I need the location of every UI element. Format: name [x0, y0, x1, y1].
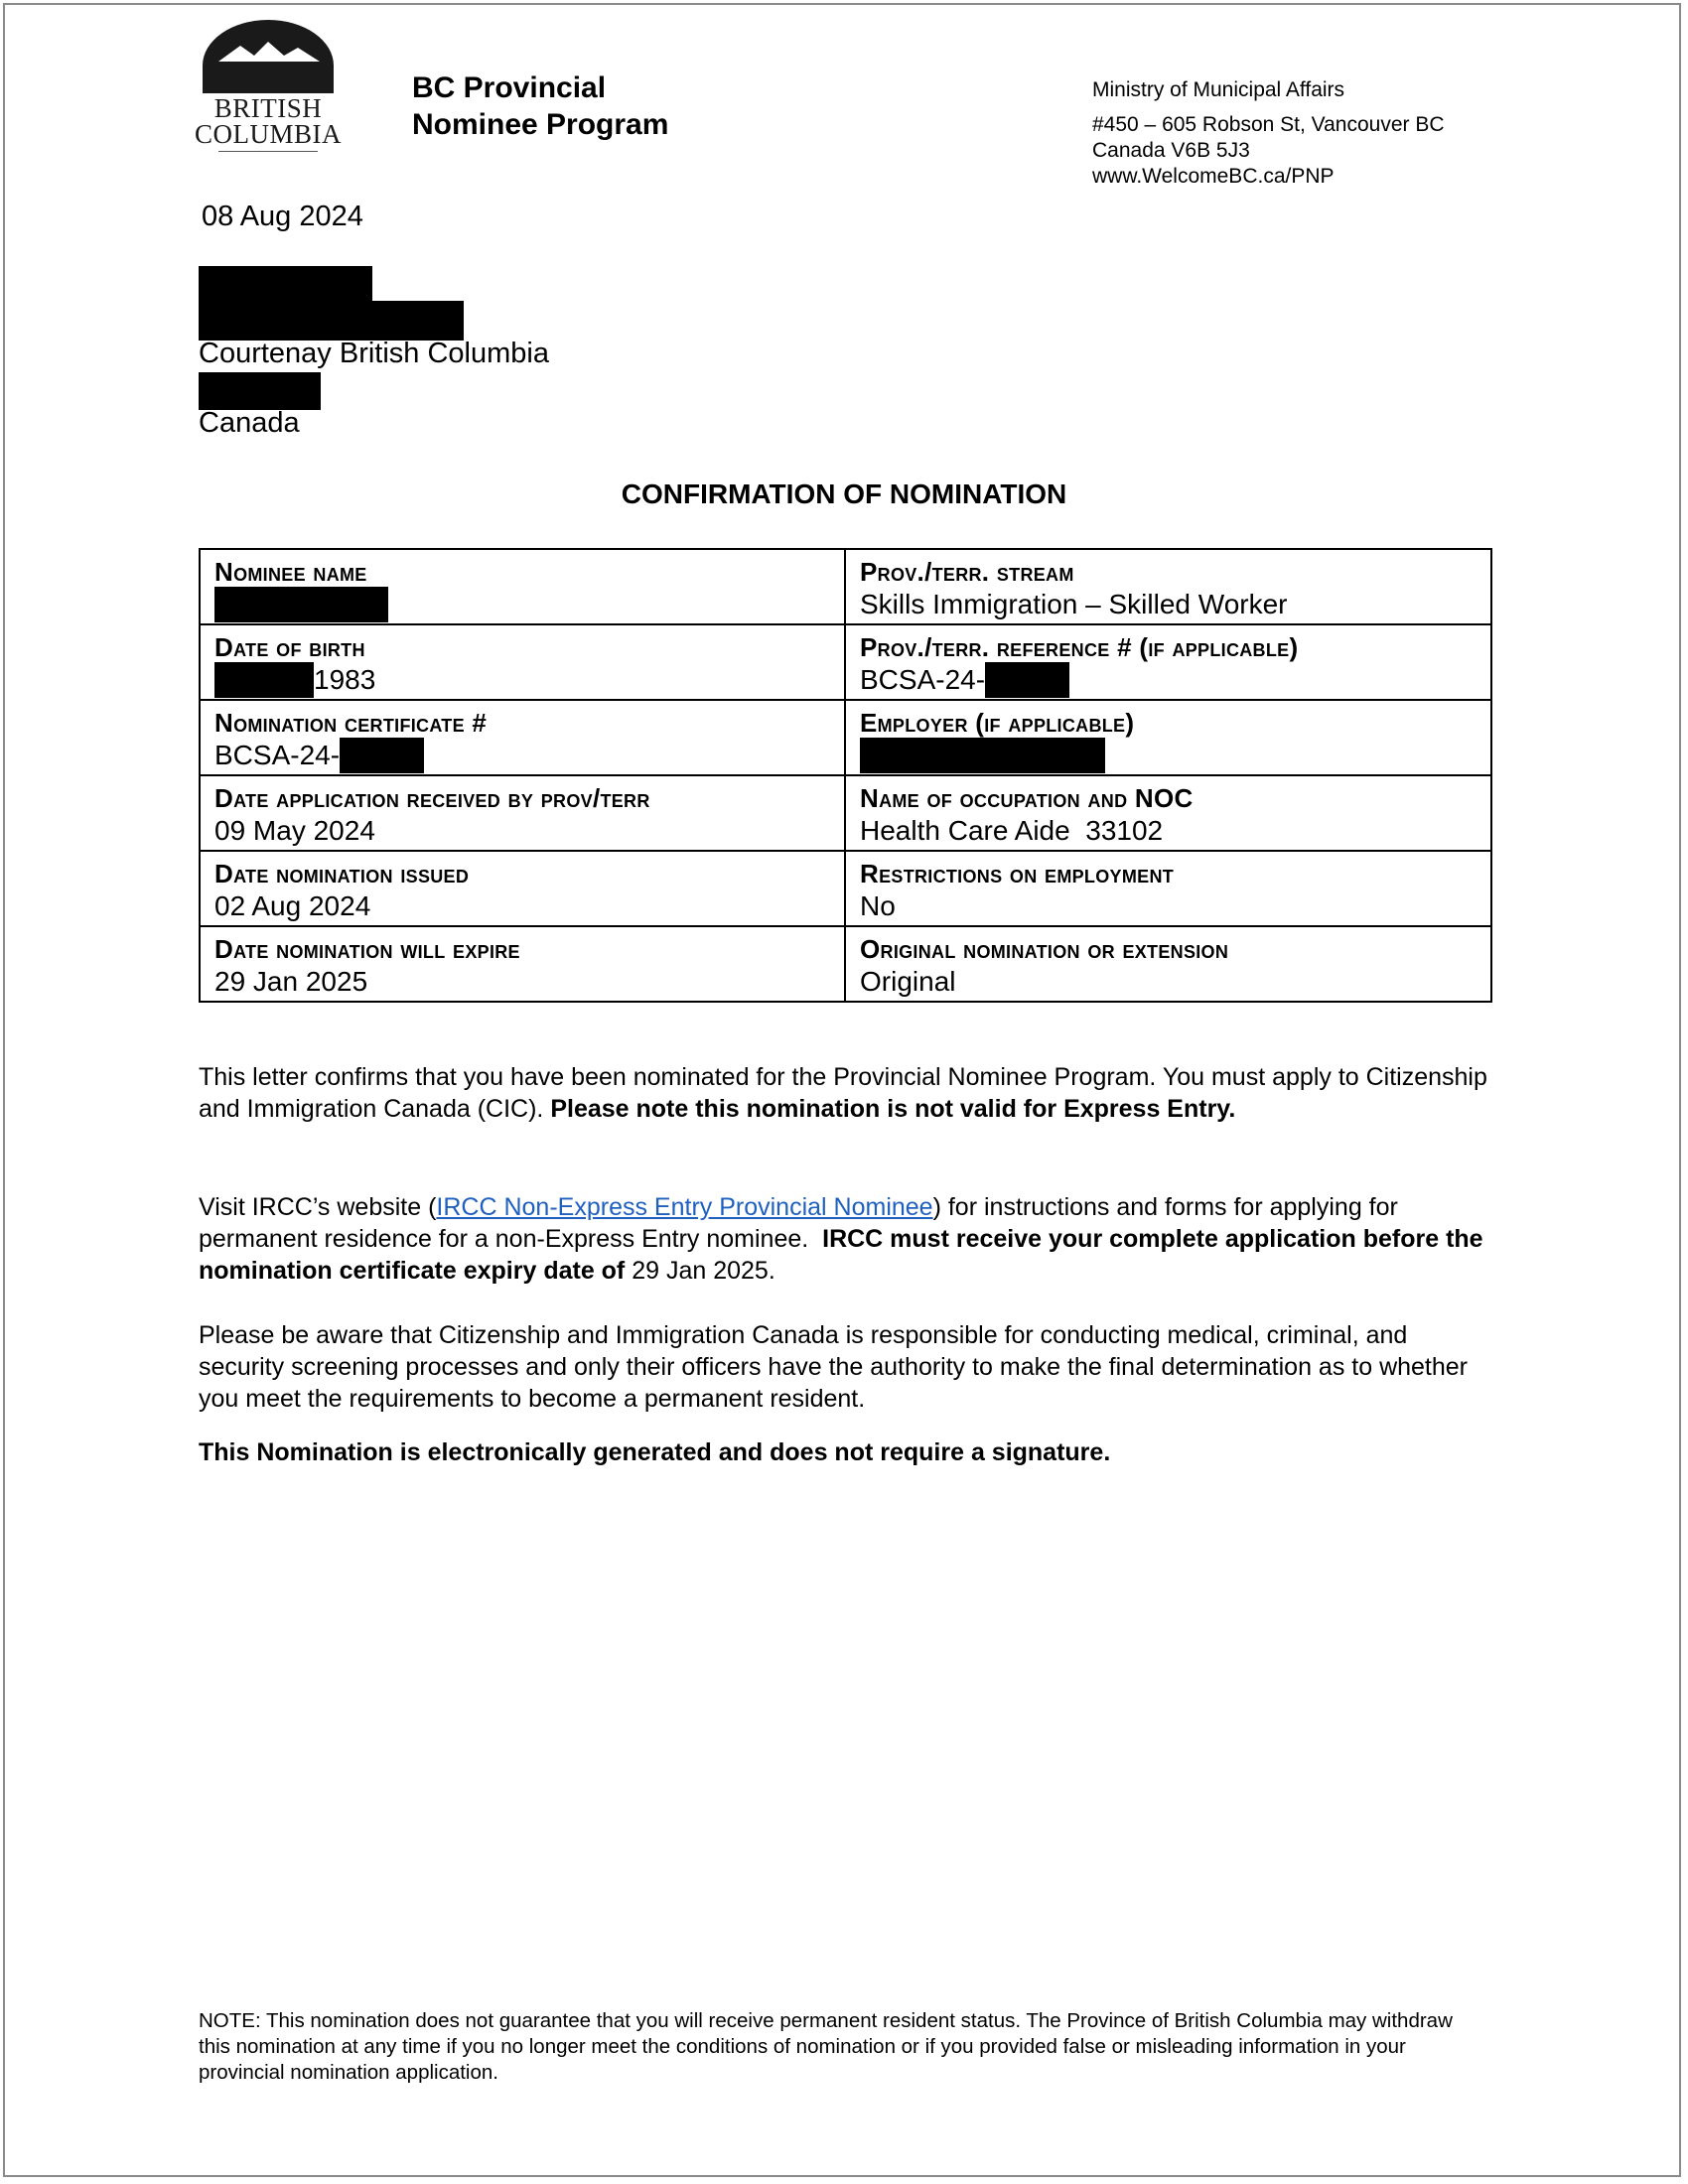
table-cell [845, 775, 1491, 851]
redacted-recipient-name [199, 266, 372, 302]
paragraph-ircc-instructions [199, 1191, 1499, 1287]
table-cell [200, 624, 845, 700]
table-cell [200, 549, 845, 624]
table-cell [845, 700, 1491, 775]
recipient-country: Canada [199, 407, 300, 439]
recipient-city-line: Courtenay British Columbia [199, 338, 549, 369]
ministry-name: Ministry of Municipal Affairs [1092, 78, 1345, 101]
ircc-deadline-warning: IRCC must receive your complete application before the nomination certificate expiry date of [199, 1225, 1483, 1285]
table-row [200, 775, 1491, 851]
logo-underline [218, 151, 318, 152]
nomination-type-label: Original nomination or extension [860, 934, 1229, 964]
certificate-number-prefix: BCSA-24- [214, 740, 341, 770]
table-cell [200, 851, 845, 926]
nomination-issued-value: 02 Aug 2024 [214, 890, 371, 921]
nomination-issued-label: Date nomination issued [214, 859, 470, 888]
reference-number-value [860, 663, 1477, 698]
birth-year: 1983 [314, 664, 376, 695]
employer-label: Employer (if applicable) [860, 708, 1135, 738]
table-cell [845, 624, 1491, 700]
document-title [0, 478, 1688, 510]
application-received-label: Date application received by prov/terr [214, 783, 650, 813]
redacted-certificate-number [340, 738, 424, 773]
stream-label: Prov./terr. stream [860, 557, 1074, 587]
nominee-name-label: Nominee name [214, 557, 367, 587]
nomination-details-table [199, 548, 1492, 1003]
redacted-postal-code [199, 372, 321, 410]
ministry-contact [1092, 77, 1445, 190]
document-title-text: CONFIRMATION OF NOMINATION [621, 478, 1067, 509]
paragraph-signature-note: This Nomination is electronically generated and does not require a signature. [199, 1438, 1111, 1466]
confirmation-text: This letter confirms that you have been nominated for the Provincial Nominee Program. You must apply to Citizenship and Immigration Canada (CIC). [199, 1063, 1487, 1123]
ircc-text-prefix: Visit IRCC’s website ( [199, 1193, 437, 1221]
restrictions-value: No [860, 890, 896, 921]
occupation-noc-label: Name of occupation and NOC [860, 783, 1194, 813]
certificate-number-label: Nomination certificate # [214, 708, 488, 738]
logo-text-columbia: COLUMBIA [194, 119, 342, 149]
ministry-address-line1: #450 – 605 Robson St, Vancouver BC [1092, 113, 1445, 136]
certificate-number-value [214, 739, 830, 773]
restrictions-label: Restrictions on employment [860, 859, 1175, 888]
table-cell [845, 926, 1491, 1002]
ircc-deadline-date: 29 Jan 2025. [632, 1257, 775, 1285]
sun-mountain-emblem-icon [189, 16, 348, 95]
table-cell [200, 926, 845, 1002]
nominee-name-value [214, 588, 830, 622]
date-of-birth-label: Date of birth [214, 632, 365, 662]
table-cell [845, 851, 1491, 926]
nomination-expiry-value: 29 Jan 2025 [214, 966, 368, 997]
reference-number-label: Prov./terr. reference # (if applicable) [860, 632, 1299, 662]
redacted-birth-day-month [214, 662, 314, 698]
ircc-non-express-entry-link[interactable]: IRCC Non-Express Entry Provincial Nominee [436, 1193, 933, 1221]
redacted-reference-number [985, 662, 1069, 698]
bc-logo [189, 16, 348, 155]
table-row [200, 624, 1491, 700]
table-cell [200, 700, 845, 775]
reference-number-prefix: BCSA-24- [860, 664, 986, 695]
footer-note: NOTE: This nomination does not guarantee that you will receive permanent resident status. The Province of British Columbia may withdraw this nomination at any time if you no longer meet the conditions of nomination or if you provided false or misleading information in your provincial nomination application. [199, 2009, 1453, 2084]
ministry-website: www.WelcomeBC.ca/PNP [1092, 165, 1335, 188]
letter-date: 08 Aug 2024 [202, 201, 363, 232]
ministry-address-line2: Canada V6B 5J3 [1092, 139, 1250, 162]
redacted-employer [860, 738, 1105, 773]
program-title-line1: BC Provincial [412, 71, 607, 104]
table-row [200, 700, 1491, 775]
logo-text-british: BRITISH [213, 93, 323, 123]
occupation-noc-value: Health Care Aide 33102 [860, 815, 1164, 846]
table-cell [200, 775, 845, 851]
stream-value: Skills Immigration – Skilled Worker [860, 589, 1288, 619]
application-received-value: 09 May 2024 [214, 815, 375, 846]
program-title-line2: Nominee Program [412, 108, 669, 141]
date-of-birth-value [214, 663, 830, 698]
paragraph-screening: Please be aware that Citizenship and Immigration Canada is responsible for conducting medical, criminal, and security screening processes and only their officers have the authority to make the final determination as to whether you meet the requirements to become a permanent resident. [199, 1321, 1469, 1413]
nomination-expiry-label: Date nomination will expire [214, 934, 520, 964]
ircc-text-middle: ) for instructions and forms for applying for permanent residence for a non-Express Entry nominee. [199, 1193, 1398, 1253]
nomination-type-value: Original [860, 966, 956, 997]
express-entry-warning: Please note this nomination is not valid for Express Entry. [550, 1095, 1236, 1123]
program-title [412, 69, 668, 143]
redacted-nominee-name [214, 587, 388, 622]
paragraph-confirmation [199, 1061, 1499, 1125]
employer-value [860, 739, 1477, 773]
table-row [200, 926, 1491, 1002]
table-row [200, 851, 1491, 926]
table-row [200, 549, 1491, 624]
redacted-street-address [199, 301, 464, 341]
table-cell [845, 549, 1491, 624]
